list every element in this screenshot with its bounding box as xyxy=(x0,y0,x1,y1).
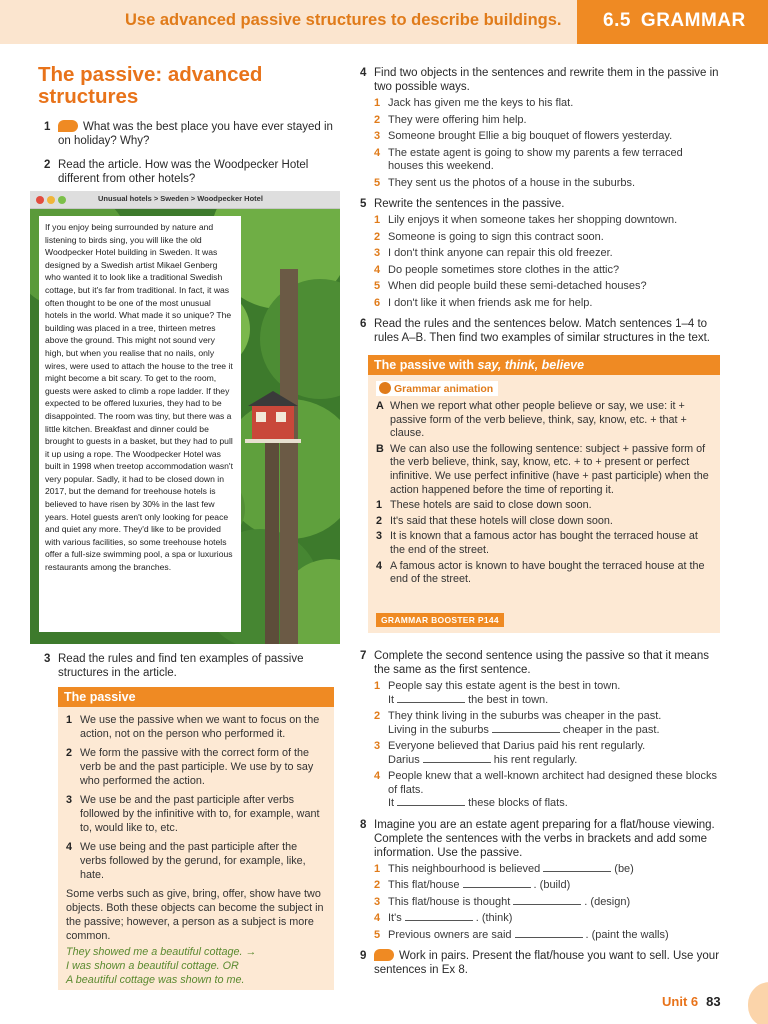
item-text: They sent us the photos of a house in the suburbs. xyxy=(388,176,636,189)
rule-item xyxy=(66,713,326,741)
exercise-6 xyxy=(354,317,720,345)
right-column-lower xyxy=(354,649,720,977)
item-number: 5 xyxy=(374,928,381,941)
rule-number: 3 xyxy=(66,794,73,806)
list-item xyxy=(374,929,720,943)
item-verb: . (paint the walls) xyxy=(585,928,669,941)
rule-item xyxy=(66,840,326,882)
list-item xyxy=(374,231,720,245)
item-number: 4 xyxy=(376,559,383,572)
rule-text: We use being and the past participle after the verbs followed by the gerund, for example, like, hate. xyxy=(80,841,306,881)
item-text: They were offering him help. xyxy=(388,113,527,126)
rule-item xyxy=(66,746,326,788)
item-text: It's xyxy=(388,912,402,924)
item-verb: . (build) xyxy=(533,879,571,891)
answer-blank[interactable] xyxy=(405,912,473,921)
rule-item xyxy=(66,793,326,835)
say-box-title xyxy=(368,355,720,375)
example-sentence: They showed me a beautiful cottage. → xyxy=(66,946,257,958)
item-text: They think living in the suburbs was cheaper in the past. xyxy=(388,710,662,722)
example-item xyxy=(376,560,712,587)
item-number: 3 xyxy=(374,740,381,752)
section-number: 6.5 xyxy=(603,10,631,31)
list-item xyxy=(374,214,720,228)
list-item xyxy=(374,680,720,707)
rule-text: We use the passive when we want to focus on the action, not on the person who performed it. xyxy=(80,714,320,740)
page-number: 83 xyxy=(706,994,721,1009)
example-sentence: I was shown a beautiful cottage. OR xyxy=(66,960,239,972)
exercise-9-text: Work in pairs. Present the flat/house you want to sell. Use your sentences in Ex 8. xyxy=(374,950,720,976)
list-item xyxy=(374,770,720,811)
close-dot-icon xyxy=(36,196,44,204)
item-prompt: Darius xyxy=(388,753,420,766)
item-text: It's said that these hotels will close down soon. xyxy=(390,514,613,527)
grammar-animation-link[interactable] xyxy=(376,381,498,396)
list-item xyxy=(374,247,720,261)
example-item xyxy=(376,499,712,513)
exercise-8-text: Imagine you are an estate agent preparing for a flat/house viewing. Complete the sentences with the verbs in brackets and add some information. Use the passive. xyxy=(374,818,715,859)
page-footer xyxy=(662,994,721,1009)
item-number: 3 xyxy=(374,130,381,142)
item-text: This neighbourhood is believed xyxy=(388,862,541,875)
item-text: It is known that a famous actor has bought the terraced house at the end of the street. xyxy=(390,530,698,556)
item-number: 1 xyxy=(374,680,381,692)
item-number: 2 xyxy=(374,113,381,126)
answer-blank[interactable] xyxy=(423,754,491,763)
page-corner-decoration xyxy=(748,982,768,1024)
exercise-9 xyxy=(354,949,720,977)
exercise-6-text: Read the rules and the sentences below. Match sentences 1–4 to rules A–B. Then find two examples of similar structures in the text. xyxy=(374,318,710,344)
item-verb: . (think) xyxy=(475,912,513,924)
item-text: People knew that a well-known architect had designed these blocks of flats. xyxy=(388,770,717,796)
list-item xyxy=(374,130,720,144)
item-number: 3 xyxy=(376,530,383,543)
list-item xyxy=(374,264,720,278)
item-text: Everyone believed that Darius paid his rent regularly. xyxy=(388,740,646,752)
item-prompt-end: his rent regularly. xyxy=(493,753,578,766)
item-number: 2 xyxy=(374,710,381,722)
exercise-number: 2 xyxy=(44,159,51,171)
item-text: These hotels are said to close down soon. xyxy=(390,499,592,512)
rule-b-text: We can also use the following sentence: subject + passive form of the verb believe, think, say, know, etc. + to + present or perfect infinitive. We use perfect infinitive (have + past participle) when the action happened before the time of reporting it. xyxy=(390,442,709,496)
article-browser-window xyxy=(30,191,340,644)
say-think-believe-box xyxy=(368,355,720,633)
item-number: 1 xyxy=(374,862,381,875)
exercise-1-text: What was the best place you have ever stayed in on holiday? Why? xyxy=(58,121,333,147)
article-text: If you enjoy being surrounded by nature and listening to birds sing, you will like the old Woodpecker Hotel building in Sweden. It was designed by a Swedish artist Mikael Genberg who wanted it to look like a traditional Swedish cottage, but it's far from traditional. In fact, it was often thought to be one of the most unusual hotels in the world. What made it so unique? The building was placed in a tree, thirteen metres above the ground. This might not sound very high, but when you realise that no nails, only wires, were used to attach the house to the tree it might become a bit scary. To get to the room, guests were asked to climb a rope ladder. If they expected to be offered luxuries, they had to be disappointed. The room was tiny, but there was a little kitchen. Breakfast and dinner could be brought to guests in a basket, but they had to pull it up using a rope. The Woodpecker Hotel was built in 1998 when treetop accommodation wasn't very popular. Sadly, it had to be closed down in 2017, but the demand for treehouse hotels is believed to have risen by 30% in the last few years. Hotel guests aren't only looking for peace and quiet any more. They'd like to be provided with various facilities, so some treehouse hotels offer a full-size swimming pool, a spa or luxurious restaurants among the branches. xyxy=(39,216,241,632)
answer-blank[interactable] xyxy=(513,896,581,905)
list-item xyxy=(374,896,720,910)
item-number: 3 xyxy=(374,247,381,259)
exercise-3 xyxy=(38,652,338,680)
item-prompt-end: these blocks of flats. xyxy=(468,797,568,809)
rule-number: 2 xyxy=(66,747,73,759)
list-item xyxy=(374,114,720,128)
rule-text: We use be and the past participle after verbs followed by the infinitive with to, for example, want to, would like to, etc. xyxy=(80,794,320,834)
list-item xyxy=(374,879,720,893)
item-prompt: It xyxy=(388,693,395,706)
exercise-number: 1 xyxy=(44,121,51,133)
passive-rules-box xyxy=(58,687,334,990)
section-name: GRAMMAR xyxy=(640,10,746,31)
example-item xyxy=(376,530,712,557)
rule-text: We form the passive with the correct form of the verb be and the past participle. We use by to say who performed the action. xyxy=(80,747,314,787)
item-text: Someone is going to sign this contract soon. xyxy=(388,230,604,243)
rule-b xyxy=(376,443,712,497)
exercise-2-text: Read the article. How was the Woodpecker Hotel different from other hotels? xyxy=(58,159,309,185)
item-number: 5 xyxy=(374,280,381,292)
rule-letter: B xyxy=(376,442,384,455)
exercise-number: 5 xyxy=(360,198,367,210)
answer-blank[interactable] xyxy=(463,879,531,888)
exercise-4 xyxy=(354,66,720,190)
item-verb: (be) xyxy=(614,862,634,875)
exercise-number: 3 xyxy=(44,653,51,665)
answer-blank[interactable] xyxy=(543,863,611,872)
item-number: 5 xyxy=(374,176,381,189)
item-text: Previous owners are said xyxy=(388,928,512,941)
list-item xyxy=(374,97,720,111)
item-prompt: It xyxy=(388,797,395,809)
unit-label: Unit 6 xyxy=(662,994,699,1009)
item-number: 1 xyxy=(376,499,383,512)
answer-blank[interactable] xyxy=(492,724,560,733)
item-number: 1 xyxy=(374,97,381,109)
list-item xyxy=(374,912,720,926)
answer-blank[interactable] xyxy=(397,797,465,806)
exercise-1 xyxy=(38,120,338,148)
grammar-booster-link[interactable]: GRAMMAR BOOSTER P144 xyxy=(376,613,504,627)
item-prompt: Living in the suburbs xyxy=(388,723,489,736)
item-number: 4 xyxy=(374,912,381,924)
rule-number: 1 xyxy=(66,714,73,726)
rule-letter: A xyxy=(376,400,384,412)
rule-number: 4 xyxy=(66,841,73,853)
exercise-7-text: Complete the second sentence using the passive so that it means the same as the first sentence. xyxy=(374,650,709,676)
exercise-7 xyxy=(354,649,720,811)
exercise-number: 6 xyxy=(360,318,367,330)
maximize-dot-icon xyxy=(58,196,66,204)
item-text: I don't think anyone can repair this old freezer. xyxy=(388,247,613,259)
item-text: Someone brought Ellie a big bouquet of flowers yesterday. xyxy=(388,130,673,142)
browser-bar xyxy=(30,191,340,209)
right-column xyxy=(354,66,720,345)
list-item xyxy=(374,177,720,191)
left-column xyxy=(38,64,338,186)
exercise-4-text: Find two objects in the sentences and rewrite them in the passive in two possible ways. xyxy=(374,67,719,93)
list-item xyxy=(374,147,720,174)
rule-a-text: When we report what other people believe or say, we use: it + passive form of the verb believe, think, say, know, etc. + that + clause. xyxy=(390,400,687,440)
exercise-number: 9 xyxy=(360,950,367,962)
item-text: When did people build these semi-detached houses? xyxy=(388,280,647,292)
minimize-dot-icon xyxy=(47,196,55,204)
item-text: Do people sometimes store clothes in the attic? xyxy=(388,263,620,276)
page-header xyxy=(0,0,768,44)
item-text: This flat/house is thought xyxy=(388,895,511,908)
item-number: 2 xyxy=(374,879,381,891)
say-box-title-pre: The passive with xyxy=(374,358,478,372)
example-sentence: A beautiful cottage was shown to me. xyxy=(66,974,245,986)
item-prompt-end: cheaper in the past. xyxy=(562,723,660,736)
item-number: 2 xyxy=(376,514,383,527)
play-icon xyxy=(379,382,391,394)
item-text: A famous actor is known to have bought the terraced house at the end of the street. xyxy=(390,559,705,586)
item-verb: . (design) xyxy=(584,895,631,908)
lesson-objective: Use advanced passive structures to describe buildings. xyxy=(125,11,562,29)
answer-blank[interactable] xyxy=(397,694,465,703)
list-item xyxy=(374,710,720,737)
item-number: 4 xyxy=(374,146,381,159)
item-number: 6 xyxy=(374,296,381,309)
rule-note: Some verbs such as give, bring, offer, show have two objects. Both these objects can become the subject in the passive; however, a person as a subject is more common. xyxy=(66,888,324,942)
speech-bubble-icon xyxy=(374,949,394,961)
exercise-number: 8 xyxy=(360,818,367,831)
item-text: I don't like it when friends ask me for help. xyxy=(388,296,593,309)
passive-rules-title: The passive xyxy=(58,687,334,707)
item-prompt-end: the best in town. xyxy=(468,693,549,706)
list-item xyxy=(374,280,720,294)
rule-a xyxy=(376,400,712,441)
item-number: 4 xyxy=(374,263,381,276)
item-number: 2 xyxy=(374,230,381,243)
item-number: 3 xyxy=(374,895,381,908)
exercise-8 xyxy=(354,818,720,943)
exercise-number: 7 xyxy=(360,650,367,662)
page-title: The passive: advanced structures xyxy=(38,63,263,108)
list-item xyxy=(374,863,720,877)
answer-blank[interactable] xyxy=(515,929,583,938)
list-item xyxy=(374,740,720,767)
exercise-3-text: Read the rules and find ten examples of passive structures in the article. xyxy=(58,653,304,679)
item-text: This flat/house xyxy=(388,879,460,891)
exercise-2 xyxy=(38,158,338,186)
say-box-title-verbs: say, think, believe xyxy=(477,358,585,372)
list-item xyxy=(374,297,720,311)
item-text: The estate agent is going to show my parents a few terraced houses this weekend. xyxy=(388,146,683,172)
breadcrumb: Unusual hotels > Sweden > Woodpecker Hotel xyxy=(98,194,263,203)
speech-bubble-icon xyxy=(58,120,78,132)
item-number: 1 xyxy=(374,214,381,226)
example-item xyxy=(376,515,712,529)
exercise-number: 4 xyxy=(360,67,367,79)
animation-label: Grammar animation xyxy=(394,383,494,395)
item-text: People say this estate agent is the best in town. xyxy=(388,680,621,692)
section-badge xyxy=(577,0,768,44)
item-text: Lily enjoys it when someone takes her shopping downtown. xyxy=(388,214,678,226)
item-text: Jack has given me the keys to his flat. xyxy=(388,97,574,109)
exercise-5-text: Rewrite the sentences in the passive. xyxy=(374,198,565,210)
exercise-5 xyxy=(354,197,720,310)
item-number: 4 xyxy=(374,770,381,782)
